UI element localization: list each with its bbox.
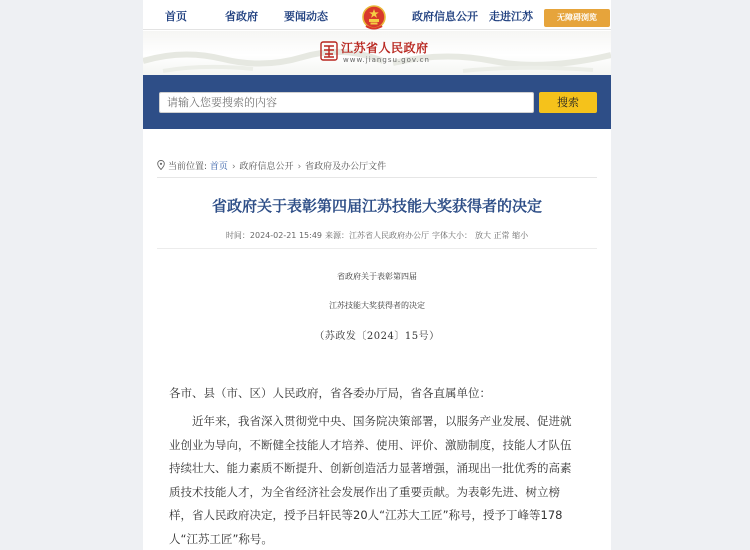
doc-heading-line1: 省政府关于表彰第四届 <box>337 272 417 281</box>
breadcrumb <box>157 160 386 173</box>
site-url: www.jiangsu.gov.cn <box>343 56 430 64</box>
breadcrumb-home[interactable]: 首页 <box>209 162 228 172</box>
breadcrumb-separator: › <box>297 162 302 172</box>
divider <box>157 177 597 178</box>
page <box>143 0 611 550</box>
paragraph-line: 质技术技能人才，为全省经济社会发展作出了重要贡献。为表彰先进、树立榜 <box>169 484 560 499</box>
breadcrumb-label: 当前位置: <box>168 162 208 172</box>
paragraph-line: 业创业为导向，不断健全技能人才培养、使用、评价、激励制度，技能人才队伍 <box>169 437 572 452</box>
search-input[interactable] <box>159 92 534 113</box>
divider <box>157 248 597 249</box>
article-meta <box>143 230 611 241</box>
national-emblem-icon <box>361 4 387 32</box>
nav-item-province-gov[interactable]: 省政府 <box>225 10 258 23</box>
top-nav <box>143 4 611 30</box>
salutation: 各市、县（市、区）人民政府，省各委办厅局，省各直属单位： <box>169 386 491 400</box>
paragraph-line: 人“江苏工匠”称号。 <box>169 531 273 546</box>
breadcrumb-gov-info[interactable]: 政府信息公开 <box>239 162 294 172</box>
breadcrumb-documents[interactable]: 省政府及办公厅文件 <box>305 162 387 172</box>
nav-item-news[interactable]: 要闻动态 <box>284 10 328 23</box>
search-band <box>143 75 611 129</box>
search-button[interactable]: 搜索 <box>539 92 597 113</box>
paragraph-line: 持续壮大、能力素质不断提升、创新创造活力显著增强，涌现出一批优秀的高素 <box>169 461 572 475</box>
article-source: 来源：江苏省人民政府办公厅 <box>325 231 429 240</box>
publish-time: 时间：2024-02-21 15:49 <box>225 231 322 240</box>
nav-item-home[interactable]: 首页 <box>165 10 187 23</box>
doc-number: （苏政发〔2024〕15号） <box>314 331 440 342</box>
jiangsu-logo-icon <box>320 41 338 61</box>
accessible-browse-button[interactable]: 无障碍浏览 <box>544 9 610 27</box>
font-size-enlarge[interactable]: 放大 <box>475 231 491 240</box>
font-size-shrink[interactable]: 缩小 <box>512 231 529 240</box>
article-title: 省政府关于表彰第四届江苏技能大奖获得者的决定 <box>211 197 542 215</box>
site-title: 江苏省人民政府 <box>341 41 429 55</box>
nav-item-gov-info[interactable]: 政府信息公开 <box>412 10 478 23</box>
breadcrumb-separator: › <box>231 162 236 172</box>
font-size-label: 字体大小： <box>432 231 472 240</box>
doc-heading-line2: 江苏技能大奖获得者的决定 <box>329 301 425 310</box>
font-size-normal[interactable]: 正常 <box>493 231 510 240</box>
location-pin-icon <box>157 160 165 170</box>
paragraph-line: 样，省人民政府决定，授予吕轩民等20人“江苏大工匠”称号，授予丁峰等178 <box>169 508 563 522</box>
site-banner <box>143 31 611 75</box>
article-paragraph <box>169 410 589 550</box>
paragraph-line: 近年来，我省深入贯彻党中央、国务院决策部署，以服务产业发展、促进就 <box>192 414 572 428</box>
nav-item-about-jiangsu[interactable]: 走进江苏 <box>489 10 533 23</box>
